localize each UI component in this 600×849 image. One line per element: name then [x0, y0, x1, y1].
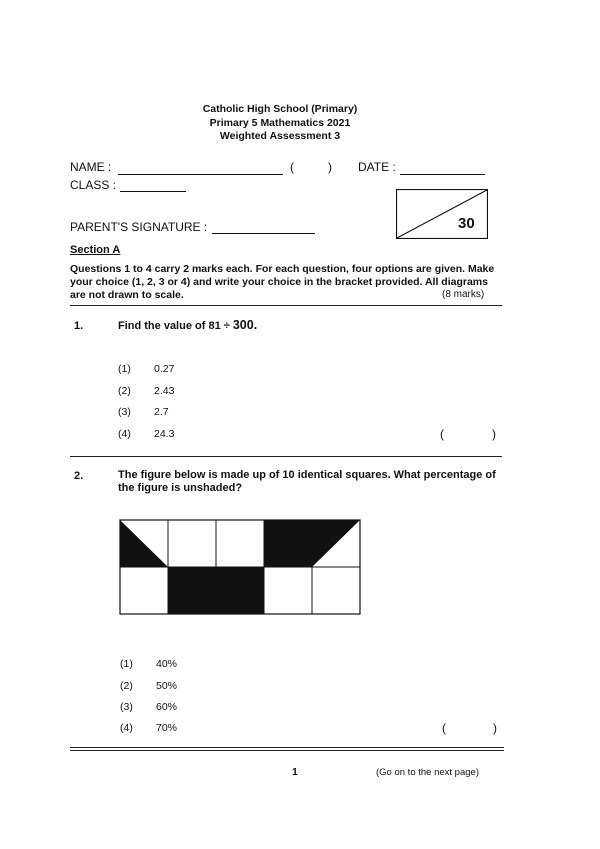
option-value: 2.43 [154, 385, 175, 397]
date-field[interactable] [400, 174, 485, 175]
footer-divider-bottom [70, 750, 504, 751]
option-value: 0.27 [154, 363, 175, 375]
index-paren-open: ( [290, 160, 294, 174]
section-marks: (8 marks) [442, 289, 485, 300]
option-value: 2.7 [154, 406, 169, 418]
option-number: (3) [118, 406, 131, 418]
page-number: 1 [292, 766, 298, 778]
index-paren-close: ) [328, 160, 332, 174]
option-number: (2) [118, 385, 131, 397]
class-label: CLASS : [70, 178, 117, 192]
assessment-title: Weighted Assessment 3 [219, 130, 341, 142]
answer-bracket-close[interactable]: ) [493, 721, 497, 735]
date-label: DATE : [358, 160, 396, 174]
subject-title: Primary 5 Mathematics 2021 [209, 117, 351, 129]
option-number: (1) [120, 658, 133, 670]
section-title: Section A [70, 244, 121, 256]
parent-signature-field[interactable] [212, 233, 315, 234]
option-number: (4) [118, 428, 131, 440]
question-text: The figure below is made up of 10 identical squares. What percentage of the figure is unshaded? [118, 469, 496, 494]
class-field[interactable] [120, 191, 186, 192]
question-text-divisor: 300. [232, 318, 258, 332]
answer-bracket-close[interactable]: ) [492, 427, 496, 441]
question-divider [70, 456, 502, 457]
question-text [118, 318, 257, 332]
question-text-prefix: Find the value of 81 ÷ [118, 320, 230, 332]
total-marks: 30 [458, 215, 475, 232]
option-number: (3) [120, 701, 133, 713]
answer-bracket-open[interactable]: ( [442, 721, 446, 735]
option-value: 40% [156, 658, 178, 670]
question-number: 1. [74, 320, 84, 332]
option-value: 50% [156, 680, 178, 692]
squares-diagram [119, 519, 363, 615]
footer-divider-top [70, 747, 504, 748]
option-number: (2) [120, 680, 133, 692]
continue-note: (Go on to the next page) [376, 767, 479, 778]
section-instructions: Questions 1 to 4 carry 2 marks each. For each question, four options are given. Make your choice (1, 2, 3 or 4) and write your choice in the bracket provided. All diagrams are not drawn to scale. [70, 263, 495, 301]
section-divider [70, 305, 502, 306]
question-number: 2. [74, 470, 84, 482]
parent-signature-label: PARENT'S SIGNATURE : [70, 220, 208, 234]
option-number: (4) [120, 722, 133, 734]
option-value: 70% [156, 722, 178, 734]
school-name: Catholic High School (Primary) [202, 103, 358, 115]
answer-bracket-open[interactable]: ( [440, 427, 444, 441]
squares-figure [119, 519, 363, 620]
name-field[interactable] [118, 174, 283, 175]
option-number: (1) [118, 363, 131, 375]
score-box [396, 189, 488, 239]
name-label: NAME : [70, 160, 112, 174]
option-value: 60% [156, 701, 178, 713]
option-value: 24.3 [154, 428, 175, 440]
